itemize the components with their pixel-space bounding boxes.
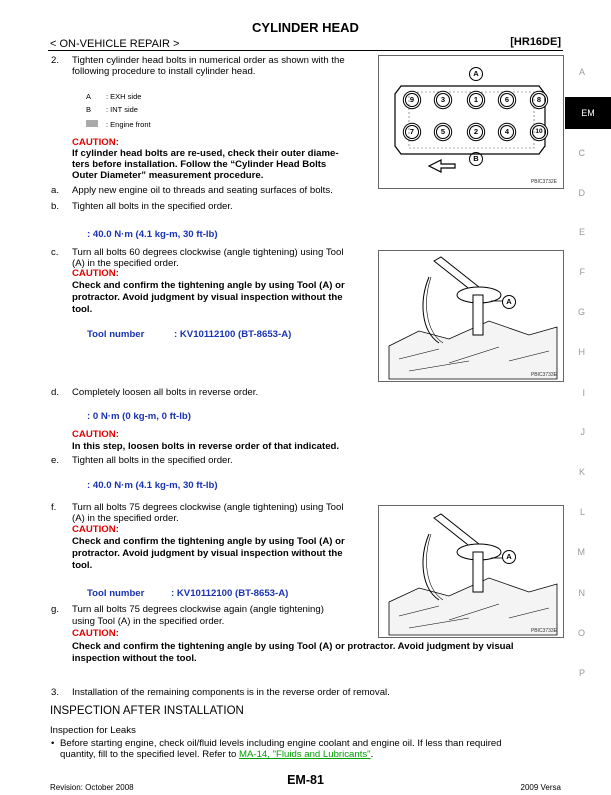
- torque-spec: : 40.0 N·m (4.1 kg-m, 30 ft-lb): [87, 480, 218, 491]
- section-tab[interactable]: C: [578, 148, 585, 158]
- bolt-marker: 1: [469, 93, 483, 107]
- section-tab-em[interactable]: EM: [565, 97, 611, 129]
- engine-front-swatch: [86, 120, 98, 127]
- label-a-marker: A: [469, 67, 483, 81]
- bolt-marker: 4: [500, 125, 514, 139]
- step2-line1: Tighten cylinder head bolts in numerical order as shown with the: [72, 55, 345, 66]
- angle-tool-figure: [378, 505, 564, 638]
- legend-key-b: B: [86, 105, 92, 114]
- section-tab[interactable]: F: [579, 267, 585, 277]
- step-c-line1: Turn all bolts 60 degrees clockwise (angle tightening) using Tool: [72, 247, 344, 258]
- engine-code: [HR16DE]: [510, 36, 561, 48]
- model-year: 2009 Versa: [520, 783, 561, 792]
- section-tab[interactable]: J: [580, 427, 585, 437]
- step-d-text: Completely loosen all bolts in reverse order.: [72, 387, 259, 398]
- caution-line: Check and confirm the tightening angle by using Tool (A) or protractor. Avoid judgment by visual: [72, 641, 514, 652]
- angle-wrench-drawing: [379, 506, 563, 637]
- step3-text: Installation of the remaining components is in the reverse order of removal.: [72, 687, 390, 698]
- page-title: CYLINDER HEAD: [252, 20, 359, 35]
- bolt-marker: 8: [532, 93, 546, 107]
- step-f-line2: (A) in the specified order.: [72, 513, 179, 524]
- step-g-line1: Turn all bolts 75 degrees clockwise again (angle tightening): [72, 604, 324, 615]
- caution-line: ters before installation. Follow the “Cylinder Head Bolts: [72, 159, 327, 170]
- bolt-marker: 5: [436, 125, 450, 139]
- caution-label: CAUTION:: [72, 429, 119, 440]
- revision-date: Revision: October 2008: [50, 783, 134, 792]
- section-tab[interactable]: H: [578, 347, 585, 357]
- section-tab[interactable]: L: [579, 507, 585, 517]
- legend-desc-b: : INT side: [106, 105, 138, 114]
- subheading: Inspection for Leaks: [50, 725, 136, 736]
- caution-line: tool.: [72, 304, 93, 315]
- tool-number-label: Tool number: [87, 329, 145, 340]
- section-tab[interactable]: I: [582, 388, 585, 398]
- bullet-icon: •: [51, 738, 55, 749]
- step-a-text: Apply new engine oil to threads and seating surfaces of bolts.: [72, 185, 333, 196]
- label-b-marker: B: [469, 152, 483, 166]
- caution-label: CAUTION:: [72, 268, 119, 279]
- bullet-text: quantity, fill to the specified level. Refer to: [60, 749, 239, 760]
- bullet-end: .: [370, 749, 374, 760]
- tool-a-marker: A: [502, 295, 516, 309]
- step-b-text: Tighten all bolts in the specified order.: [72, 201, 233, 212]
- step-letter: e.: [51, 455, 60, 466]
- page-number: EM-81: [287, 773, 324, 787]
- angle-tool-figure: [378, 250, 564, 382]
- legend-desc-front: : Engine front: [106, 120, 151, 129]
- section-tab[interactable]: D: [578, 188, 585, 198]
- section-heading: INSPECTION AFTER INSTALLATION: [50, 705, 244, 717]
- legend-key-a: A: [86, 92, 92, 101]
- legend-desc-a: : EXH side: [106, 92, 142, 101]
- step-number: 3.: [51, 687, 60, 698]
- figure-id: PBIC3733E: [530, 372, 557, 378]
- bullet-line1: Before starting engine, check oil/fluid levels including engine coolant and engine oil. If less than required: [60, 738, 502, 749]
- section-tab-a[interactable]: A: [578, 67, 585, 77]
- header-rule: [48, 50, 563, 51]
- bolt-marker: 7: [405, 125, 419, 139]
- fluids-link[interactable]: MA-14, "Fluids and Lubricants": [239, 749, 371, 760]
- step-letter: f.: [51, 502, 57, 513]
- step-number: 2.: [51, 55, 60, 66]
- caution-label: CAUTION:: [72, 137, 119, 148]
- tool-number-label: Tool number: [87, 588, 145, 599]
- section-name: < ON-VEHICLE REPAIR >: [50, 38, 180, 50]
- step2-line2: following procedure to install cylinder head.: [72, 66, 256, 77]
- torque-spec: : 0 N·m (0 kg-m, 0 ft-lb): [87, 411, 191, 422]
- caution-line: protractor. Avoid judgment by visual inspection without the: [72, 548, 343, 559]
- bullet-line2: [60, 749, 373, 761]
- step-letter: b.: [51, 201, 60, 212]
- section-tab[interactable]: M: [577, 547, 585, 557]
- section-tab[interactable]: K: [578, 467, 585, 477]
- caution-line: protractor. Avoid judgment by visual inspection without the: [72, 292, 343, 303]
- bolt-marker: 10: [532, 125, 546, 139]
- torque-spec: : 40.0 N·m (4.1 kg-m, 30 ft-lb): [87, 229, 218, 240]
- section-tab[interactable]: O: [577, 628, 585, 638]
- step-f-line1: Turn all bolts 75 degrees clockwise (angle tightening) using Tool: [72, 502, 344, 513]
- bolt-order-figure: [378, 55, 564, 189]
- caution-label: CAUTION:: [72, 628, 119, 639]
- figure-id: PBIC3733E: [530, 628, 557, 634]
- section-tab[interactable]: E: [578, 227, 585, 237]
- step-letter: c.: [51, 247, 59, 258]
- bolt-marker: 9: [405, 93, 419, 107]
- tool-number-value: : KV10112100 (BT-8653-A): [171, 588, 289, 599]
- caution-line: If cylinder head bolts are re-used, check their outer diame-: [72, 148, 339, 159]
- step-letter: a.: [51, 185, 60, 196]
- section-tab[interactable]: N: [578, 588, 585, 598]
- step-g-line2: using Tool (A) in the specified order.: [72, 616, 225, 627]
- section-tab[interactable]: P: [578, 668, 585, 678]
- caution-line: Check and confirm the tightening angle by using Tool (A) or: [72, 280, 345, 291]
- bolt-marker: 6: [500, 93, 514, 107]
- caution-line: inspection without the tool.: [72, 653, 197, 664]
- step-e-text: Tighten all bolts in the specified order.: [72, 455, 233, 466]
- bolt-marker: 3: [436, 93, 450, 107]
- step-c-line2: (A) in the specified order.: [72, 258, 179, 269]
- section-tab[interactable]: G: [577, 307, 585, 317]
- tool-number-value: : KV10112100 (BT-8653-A): [174, 329, 292, 340]
- angle-wrench-drawing: [379, 251, 563, 381]
- step-letter: g.: [51, 604, 60, 615]
- caution-line: In this step, loosen bolts in reverse order of that indicated.: [72, 441, 340, 452]
- tool-a-marker: A: [502, 550, 516, 564]
- caution-label: CAUTION:: [72, 524, 119, 535]
- figure-id: PBIC3732E: [530, 179, 557, 185]
- step-letter: d.: [51, 387, 60, 398]
- caution-line: tool.: [72, 560, 93, 571]
- caution-line: Outer Diameter” measurement procedure.: [72, 170, 264, 181]
- bolt-marker: 2: [469, 125, 483, 139]
- caution-line: Check and confirm the tightening angle by using Tool (A) or: [72, 536, 345, 547]
